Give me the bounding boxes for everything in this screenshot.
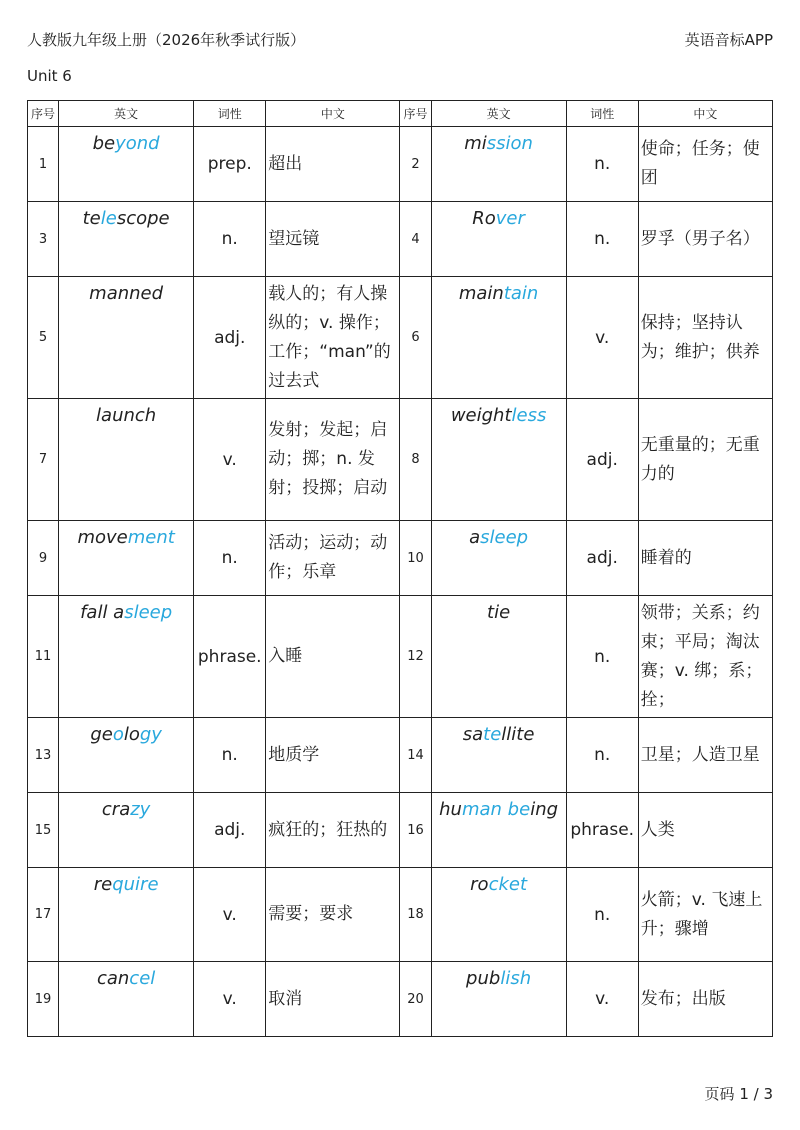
word-syllable: lo — [123, 724, 140, 745]
word-syllable: move — [77, 527, 128, 548]
table-header-row — [28, 101, 773, 127]
english-word — [80, 602, 172, 623]
part-of-speech: v. — [194, 962, 266, 1037]
word-syllable-highlighted: yond — [115, 133, 160, 154]
part-of-speech: adj. — [194, 793, 266, 868]
entry-number: 10 — [400, 521, 431, 596]
english-word-cell — [431, 399, 566, 521]
header-en: 英文 — [59, 101, 194, 127]
english-word-cell — [59, 277, 194, 399]
english-word — [96, 405, 156, 426]
chinese-meaning-cell — [266, 277, 400, 399]
english-word-cell — [59, 793, 194, 868]
entry-number: 9 — [28, 521, 59, 596]
entry-number: 7 — [28, 399, 59, 521]
table-row — [28, 127, 773, 202]
entry-number: 20 — [400, 962, 431, 1037]
chinese-meaning-cell — [266, 596, 400, 718]
part-of-speech: v. — [194, 868, 266, 962]
english-word-cell — [59, 399, 194, 521]
chinese-meaning-cell — [266, 868, 400, 962]
word-syllable-highlighted: te — [483, 724, 502, 745]
chinese-meaning: 入睡 — [268, 646, 303, 666]
entry-number: 3 — [28, 202, 59, 277]
part-of-speech: prep. — [194, 127, 266, 202]
part-of-speech: n. — [194, 718, 266, 793]
word-syllable-highlighted: cel — [129, 968, 156, 989]
chinese-meaning-cell — [638, 202, 772, 277]
chinese-meaning: 使命；任务；使团 — [640, 139, 760, 188]
chinese-meaning: 发布；出版 — [640, 988, 726, 1009]
part-of-speech: n. — [566, 868, 638, 962]
english-word — [463, 724, 535, 745]
word-syllable: pub — [466, 968, 501, 989]
header-pos: 词性 — [566, 101, 638, 127]
table-row — [28, 868, 773, 962]
word-syllable-highlighted: sleep — [480, 527, 529, 548]
header-cn: 中文 — [266, 101, 400, 127]
english-word — [102, 799, 150, 820]
chinese-meaning: 载人的；有人操纵的；v. 操作；工作；“man”的过去式 — [268, 283, 391, 391]
word-syllable-highlighted: o — [112, 724, 124, 745]
header-en: 英文 — [431, 101, 566, 127]
entry-number: 17 — [28, 868, 59, 962]
chinese-meaning-cell — [638, 127, 772, 202]
word-syllable-highlighted: zy — [130, 799, 151, 820]
header-cn: 中文 — [638, 101, 772, 127]
table-row — [28, 399, 773, 521]
part-of-speech: n. — [194, 202, 266, 277]
word-syllable-highlighted: man — [461, 799, 502, 820]
word-syllable-highlighted: ver — [495, 208, 525, 229]
entry-number: 11 — [28, 596, 59, 718]
word-syllable: te — [82, 208, 101, 229]
english-word — [90, 724, 162, 745]
word-syllable: weight — [450, 405, 512, 426]
word-syllable: be — [92, 133, 116, 154]
english-word-cell — [59, 202, 194, 277]
table-row — [28, 718, 773, 793]
part-of-speech: n. — [566, 718, 638, 793]
english-word — [77, 527, 174, 548]
english-word — [487, 602, 510, 623]
english-word — [97, 968, 155, 989]
part-of-speech: adj. — [566, 521, 638, 596]
english-word-cell — [431, 277, 566, 399]
word-syllable: scope — [116, 208, 170, 229]
chinese-meaning: 睡着的 — [640, 547, 692, 568]
entry-number: 1 — [28, 127, 59, 202]
english-word — [464, 133, 533, 154]
chinese-meaning-cell — [638, 868, 772, 962]
entry-number: 19 — [28, 962, 59, 1037]
english-word-cell — [431, 127, 566, 202]
table-row — [28, 277, 773, 399]
part-of-speech: v. — [566, 277, 638, 399]
word-syllable-highlighted: less — [511, 405, 547, 426]
word-syllable: hu — [439, 799, 462, 820]
word-syllable-highlighted: sleep — [124, 602, 173, 623]
word-syllable: cra — [101, 799, 131, 820]
english-word — [439, 799, 558, 820]
vocabulary-table — [27, 100, 773, 1037]
english-word — [466, 968, 531, 989]
word-syllable: re — [93, 874, 113, 895]
english-word — [470, 874, 527, 895]
chinese-meaning: 罗孚（男子名） — [640, 228, 760, 249]
english-word-cell — [59, 596, 194, 718]
english-word-cell — [59, 868, 194, 962]
chinese-meaning-cell — [638, 277, 772, 399]
word-syllable: main — [458, 283, 504, 304]
table-row — [28, 596, 773, 718]
english-word-cell — [59, 127, 194, 202]
word-syllable: manned — [89, 283, 164, 304]
chinese-meaning-cell — [266, 718, 400, 793]
chinese-meaning: 望远镜 — [268, 228, 320, 249]
chinese-meaning-cell — [266, 521, 400, 596]
chinese-meaning: 需要；要求 — [268, 904, 354, 924]
unit-label: Unit 6 — [27, 67, 72, 85]
chinese-meaning-cell — [638, 718, 772, 793]
word-syllable-highlighted: quire — [112, 874, 159, 895]
word-syllable: a — [469, 527, 481, 548]
chinese-meaning: 无重量的；无重力的 — [640, 434, 760, 484]
chinese-meaning-cell — [638, 793, 772, 868]
entry-number: 5 — [28, 277, 59, 399]
word-syllable: can — [96, 968, 130, 989]
english-word-cell — [59, 962, 194, 1037]
english-word-cell — [431, 596, 566, 718]
word-syllable-highlighted: cket — [488, 874, 528, 895]
english-word — [83, 208, 170, 229]
word-syllable-highlighted: gy — [139, 724, 162, 745]
word-syllable: llite — [501, 724, 535, 745]
table-row — [28, 962, 773, 1037]
word-syllable-highlighted: lish — [500, 968, 532, 989]
entry-number: 16 — [400, 793, 431, 868]
entry-number: 12 — [400, 596, 431, 718]
english-word-cell — [431, 202, 566, 277]
header-no: 序号 — [400, 101, 431, 127]
word-syllable-highlighted: ment — [127, 527, 175, 548]
chinese-meaning-cell — [638, 399, 772, 521]
table-row — [28, 521, 773, 596]
part-of-speech: n. — [566, 596, 638, 718]
chinese-meaning-cell — [266, 202, 400, 277]
english-word-cell — [59, 718, 194, 793]
word-syllable: fall a — [80, 602, 125, 623]
word-syllable: sa — [462, 724, 484, 745]
chinese-meaning: 超出 — [268, 153, 303, 174]
word-syllable-highlighted: tain — [503, 283, 539, 304]
english-word-cell — [431, 793, 566, 868]
word-syllable: Ro — [472, 208, 496, 229]
entry-number: 6 — [400, 277, 431, 399]
english-word-cell — [431, 718, 566, 793]
chinese-meaning-cell — [266, 962, 400, 1037]
english-word — [469, 527, 528, 548]
word-syllable: ro — [470, 874, 489, 895]
entry-number: 2 — [400, 127, 431, 202]
chinese-meaning-cell — [638, 521, 772, 596]
english-word-cell — [431, 962, 566, 1037]
header-no: 序号 — [28, 101, 59, 127]
chinese-meaning: 保持；坚持认为；维护；供养 — [640, 312, 760, 362]
chinese-meaning-cell — [266, 399, 400, 521]
english-word — [89, 283, 163, 304]
table-row — [28, 793, 773, 868]
entry-number: 14 — [400, 718, 431, 793]
entry-number: 13 — [28, 718, 59, 793]
word-syllable: ing — [530, 799, 559, 820]
english-word — [93, 133, 160, 154]
chinese-meaning-cell — [638, 962, 772, 1037]
app-name: 英语音标APP — [684, 31, 773, 49]
header-pos: 词性 — [194, 101, 266, 127]
part-of-speech: v. — [194, 399, 266, 521]
chinese-meaning-cell — [266, 793, 400, 868]
english-word-cell — [431, 868, 566, 962]
english-word — [459, 283, 538, 304]
word-syllable-highlighted: be — [501, 799, 531, 820]
entry-number: 4 — [400, 202, 431, 277]
word-syllable-highlighted: ssion — [486, 133, 533, 154]
english-word-cell — [59, 521, 194, 596]
english-word — [94, 874, 159, 895]
chinese-meaning: 活动；运动；动作；乐章 — [268, 533, 388, 582]
english-word — [451, 405, 547, 426]
entry-number: 18 — [400, 868, 431, 962]
page-number: 页码 1 / 3 — [704, 1085, 773, 1103]
document-title: 人教版九年级上册（2026年秋季试行版） — [27, 31, 306, 49]
chinese-meaning: 领带；关系；约束；平局；淘汰赛；v. 绑；系；拴； — [640, 602, 763, 710]
entry-number: 15 — [28, 793, 59, 868]
part-of-speech: adj. — [566, 399, 638, 521]
part-of-speech: n. — [194, 521, 266, 596]
part-of-speech: v. — [566, 962, 638, 1037]
table-row — [28, 202, 773, 277]
part-of-speech: phrase. — [194, 596, 266, 718]
chinese-meaning: 疯狂的；狂热的 — [268, 819, 388, 840]
english-word — [472, 208, 525, 229]
chinese-meaning: 取消 — [268, 988, 303, 1009]
chinese-meaning: 地质学 — [268, 744, 320, 765]
chinese-meaning-cell — [266, 127, 400, 202]
chinese-meaning: 发射；发起；启动；掷；n. 发射；投掷；启动 — [268, 420, 388, 498]
part-of-speech: n. — [566, 202, 638, 277]
english-word-cell — [431, 521, 566, 596]
word-syllable: mi — [464, 133, 487, 154]
part-of-speech: phrase. — [566, 793, 638, 868]
word-syllable: ge — [90, 724, 113, 745]
chinese-meaning-cell — [638, 596, 772, 718]
part-of-speech: n. — [566, 127, 638, 202]
part-of-speech: adj. — [194, 277, 266, 399]
word-syllable-highlighted: le — [100, 208, 117, 229]
word-syllable: tie — [487, 602, 511, 623]
chinese-meaning: 人类 — [640, 819, 675, 840]
entry-number: 8 — [400, 399, 431, 521]
word-syllable: launch — [96, 405, 157, 426]
chinese-meaning: 卫星；人造卫星 — [640, 744, 760, 765]
chinese-meaning: 火箭；v. 飞速上升；骤增 — [640, 889, 763, 939]
